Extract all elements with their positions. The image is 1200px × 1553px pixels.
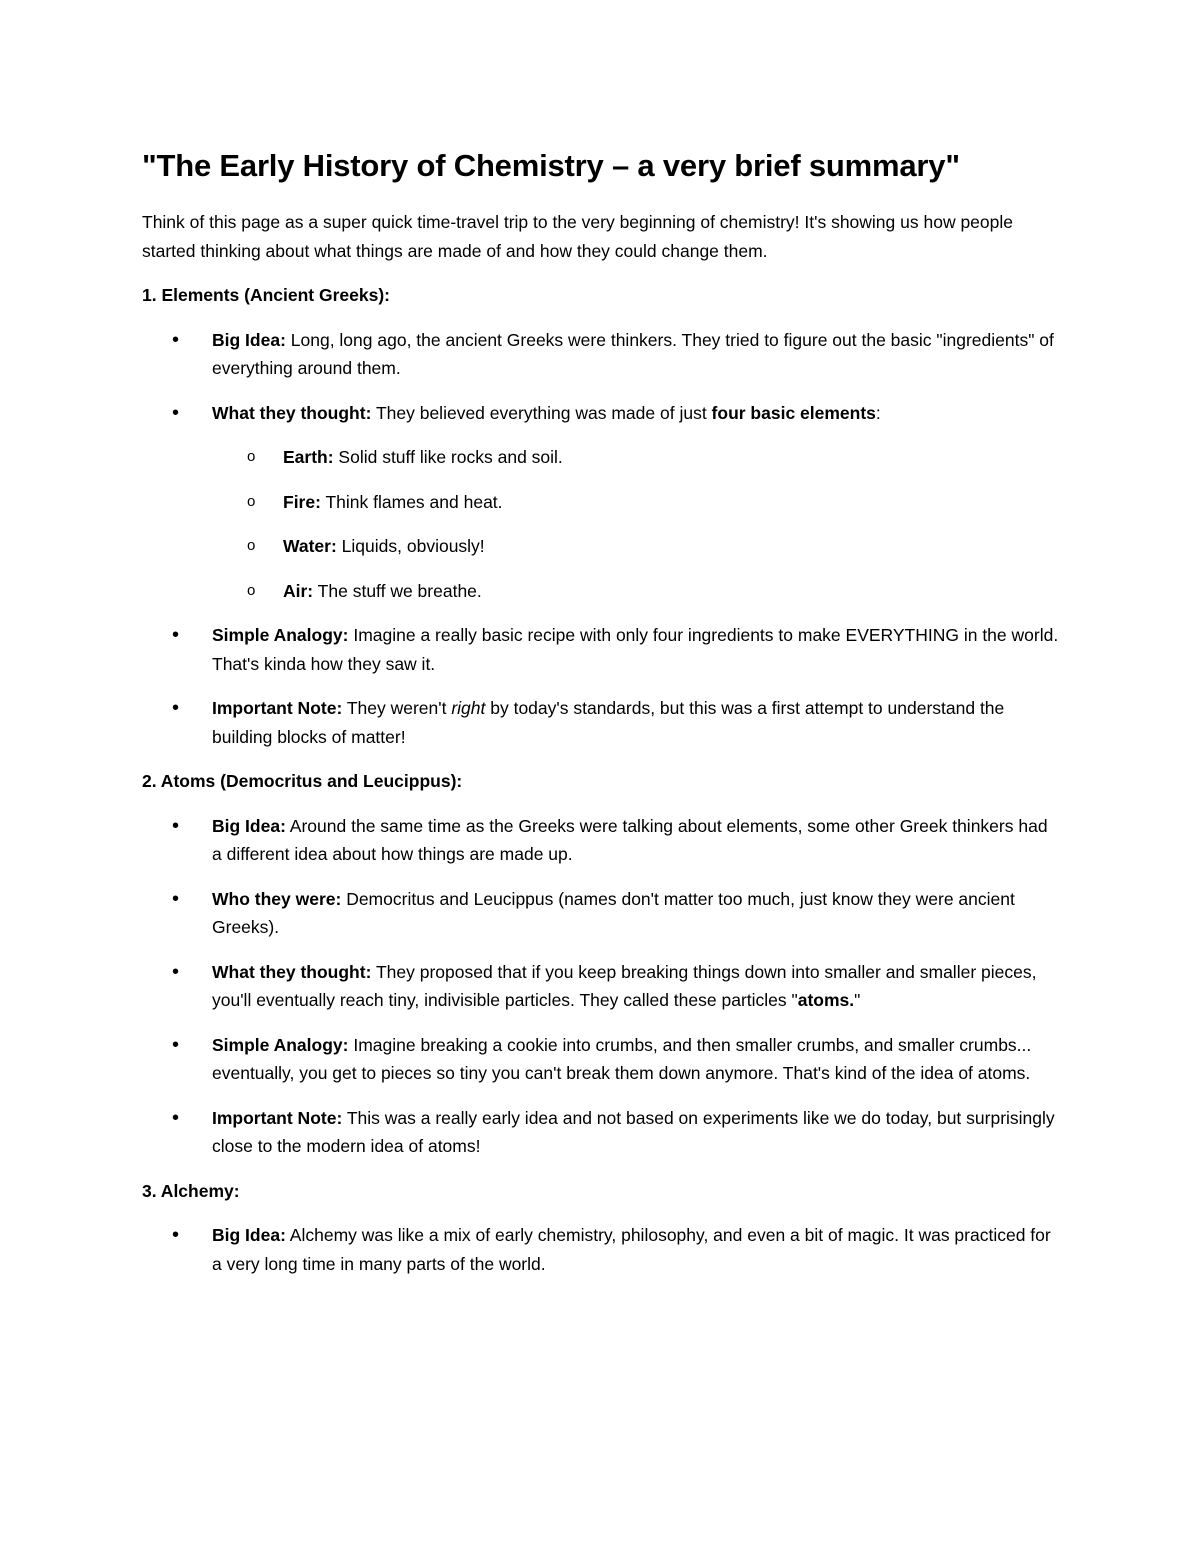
bullet-text-tail: : — [875, 402, 881, 423]
bullet-text: Long, long ago, the ancient Greeks were thinkers. They tried to figure out the basic "ingredients" of everything around them. — [212, 329, 1054, 378]
bullet-label: Simple Analogy: — [212, 1034, 349, 1055]
element-text: Solid stuff like rocks and soil. — [333, 447, 563, 467]
element-text: Liquids, obviously! — [336, 536, 485, 556]
sublist-item-earth — [212, 443, 1062, 472]
list-item — [142, 958, 1062, 1015]
sublist-item-water — [212, 532, 1062, 561]
section-heading-alchemy: 3. Alchemy: — [142, 1180, 240, 1201]
bullet-label: What they thought: — [212, 402, 372, 423]
bullet-emphasis: atoms. — [797, 990, 855, 1010]
sub-bullet-marker: o — [247, 492, 256, 510]
sublist-item-fire — [212, 488, 1062, 517]
element-label: Air: — [283, 580, 314, 601]
section-heading-atoms: 2. Atoms (Democritus and Leucippus): — [142, 771, 463, 791]
list-item — [142, 399, 1062, 606]
four-elements-sublist — [212, 443, 1062, 605]
bullet-label: What they thought: — [212, 961, 372, 982]
bullet-text-tail: " — [854, 990, 861, 1010]
atoms-bullet-list — [142, 812, 1062, 1161]
element-label: Water: — [283, 536, 337, 556]
bullet-label: Big Idea: — [212, 815, 286, 836]
bullet-label: Big Idea: — [212, 329, 286, 350]
element-text: Think flames and heat. — [320, 491, 503, 512]
bullet-text: They weren't — [342, 698, 452, 718]
list-item — [142, 326, 1062, 383]
bullet-label: Important Note: — [212, 1107, 343, 1128]
bullet-emphasis: four basic elements — [711, 402, 876, 423]
elements-bullet-list — [142, 326, 1062, 752]
bullet-text: Around the same time as the Greeks were talking about elements, some other Greek thinkers had a different idea about how things are made up. — [212, 815, 1048, 864]
list-item — [142, 694, 1062, 751]
bullet-text: They believed everything was made of just — [371, 402, 712, 423]
list-item — [142, 885, 1062, 942]
bullet-text: Democritus and Leucippus (names don't matter too much, just know they were ancient Greeks). — [212, 888, 1015, 937]
sub-bullet-marker: o — [247, 581, 256, 599]
sub-bullet-marker: o — [247, 448, 256, 465]
element-label: Fire: — [283, 491, 321, 512]
page-title: "The Early History of Chemistry – a very brief summary" — [142, 148, 960, 183]
bullet-label: Who they were: — [212, 888, 342, 909]
intro-paragraph: Think of this page as a super quick time-travel trip to the very beginning of chemistry! It's showing us how people started thinking about what things are made of and how they could change them. — [142, 212, 1014, 261]
bullet-text: They proposed that if you keep breaking things down into smaller and smaller pieces, you'll eventually reach tiny, indivisible particles. They called these particles " — [212, 961, 1037, 1010]
bullet-text-tail: by today's standards, but this was a first attempt to understand the building blocks of matter! — [212, 698, 1005, 747]
bullet-label: Important Note: — [212, 698, 343, 718]
element-text: The stuff we breathe. — [313, 580, 482, 601]
list-item — [142, 621, 1062, 678]
list-item — [142, 1221, 1062, 1278]
section-heading-elements: 1. Elements (Ancient Greeks): — [142, 285, 390, 305]
list-item — [142, 812, 1062, 869]
sub-bullet-marker: o — [247, 537, 256, 554]
list-item — [142, 1031, 1062, 1088]
bullet-italic: right — [451, 698, 486, 718]
bullet-label: Simple Analogy: — [212, 625, 349, 645]
sublist-item-air — [212, 577, 1062, 606]
alchemy-bullet-list — [142, 1221, 1062, 1278]
bullet-text: Alchemy was like a mix of early chemistry, philosophy, and even a bit of magic. It was practiced for a very long time in many parts of the world. — [212, 1225, 1051, 1274]
document-body — [142, 146, 1062, 1294]
bullet-text: Imagine breaking a cookie into crumbs, and then smaller crumbs, and smaller crumbs... eventually, you get to pieces so tiny you can't break them down anymore. That's kind of the idea of atoms. — [212, 1034, 1032, 1083]
bullet-label: Big Idea: — [212, 1225, 286, 1245]
bullet-text: This was a really early idea and not based on experiments like we do today, but surprisingly close to the modern idea of atoms! — [212, 1107, 1055, 1156]
element-label: Earth: — [283, 447, 334, 467]
bullet-text: Imagine a really basic recipe with only four ingredients to make EVERYTHING in the world. That's kinda how they saw it. — [212, 625, 1059, 674]
list-item — [142, 1104, 1062, 1161]
